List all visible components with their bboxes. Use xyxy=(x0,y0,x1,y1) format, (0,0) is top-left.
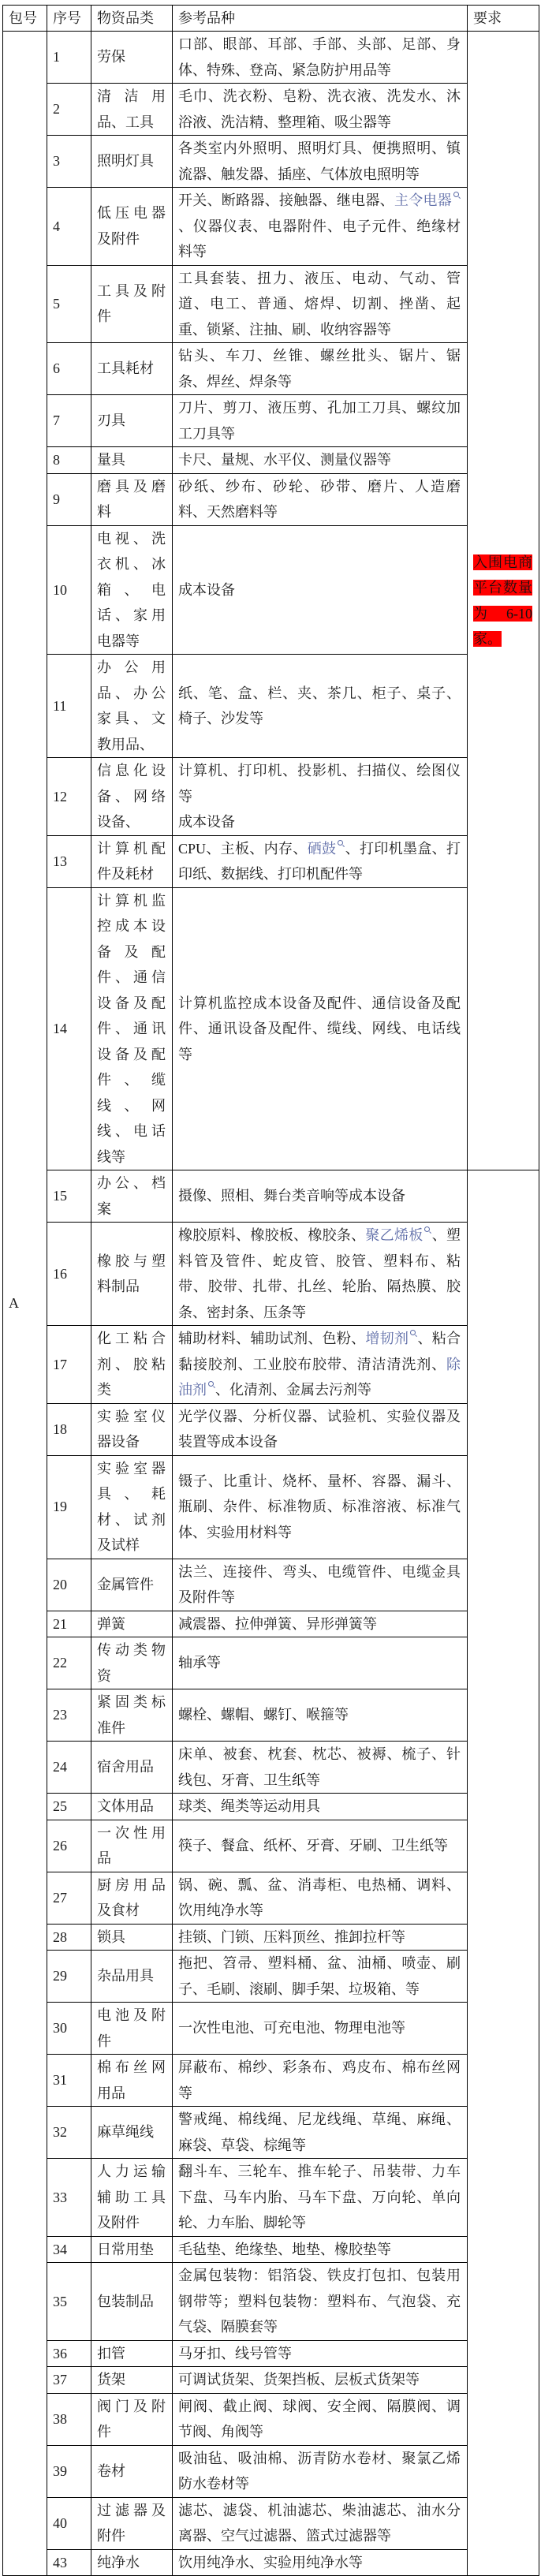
reference-items xyxy=(173,1611,468,1637)
row-number: 43 xyxy=(47,2549,91,2576)
table-row xyxy=(3,2003,539,2055)
material-category: 纯净水 xyxy=(91,2549,173,2576)
table-row xyxy=(3,758,539,836)
reference-items xyxy=(173,1689,468,1742)
reference-text: 减震器、拉伸弹簧、异形弹簧等 xyxy=(178,1615,377,1632)
table-row xyxy=(3,2055,539,2107)
row-number: 6 xyxy=(47,343,91,395)
package-cell: A xyxy=(3,32,47,2576)
material-category: 电池及附件 xyxy=(91,2003,173,2055)
reference-text: 翻斗车、三轮车、推车轮子、吊装带、力车下盘、马车内胎、马车下盘、万向轮、单向轮、力车胎、脚轮等 xyxy=(178,2163,461,2231)
material-category: 麻草绳线 xyxy=(91,2107,173,2159)
reference-text: 毛毡垫、绝缘垫、地垫、橡胶垫等 xyxy=(178,2241,391,2257)
table-row xyxy=(3,2445,539,2497)
material-category: 办公用品、办公家具、文教用品、 xyxy=(91,655,173,758)
table-row xyxy=(3,835,539,887)
reference-items xyxy=(173,265,468,343)
material-category: 信息化设备、网络设备、 xyxy=(91,758,173,836)
material-category: 劳保 xyxy=(91,32,173,84)
row-number: 24 xyxy=(47,1742,91,1794)
reference-items xyxy=(173,1951,468,2003)
reference-text: CPU、主板、内存、 xyxy=(178,840,308,857)
reference-items xyxy=(173,655,468,758)
material-category: 刃具 xyxy=(91,395,173,447)
reference-items xyxy=(173,887,468,1170)
reference-text: 警戒绳、棉线绳、尼龙线绳、草绳、麻绳、麻袋、草袋、棕绳等 xyxy=(178,2111,461,2153)
reference-items xyxy=(173,84,468,136)
reference-items xyxy=(173,188,468,266)
reference-items xyxy=(173,1170,468,1223)
search-icon[interactable] xyxy=(424,1226,430,1232)
table-row xyxy=(3,1820,539,1872)
material-category: 扣管 xyxy=(91,2340,173,2367)
reference-text: 各类室内外照明、照明灯具、便携照明、镇流器、触发器、插座、气体放电照明等 xyxy=(178,140,461,182)
reference-items xyxy=(173,2340,468,2367)
reference-items xyxy=(173,1924,468,1951)
table-row xyxy=(3,1170,539,1223)
row-number: 11 xyxy=(47,655,91,758)
table-row xyxy=(3,1403,539,1455)
table-row xyxy=(3,343,539,395)
reference-items xyxy=(173,2549,468,2576)
material-category: 锁具 xyxy=(91,1924,173,1951)
material-category: 办公、档案 xyxy=(91,1170,173,1223)
reference-text: 闸阀、截止阀、球阀、安全阀、隔膜阀、调节阀、角阀等 xyxy=(178,2398,461,2440)
material-category: 计算机配件及耗材 xyxy=(91,835,173,887)
material-category: 清洁用品、工具 xyxy=(91,84,173,136)
reference-text: 计算机监控成本设备及配件、通信设备及配件、通讯设备及配件、缆线、网线、电话线等 xyxy=(178,995,461,1062)
reference-items xyxy=(173,473,468,525)
material-category: 货架 xyxy=(91,2367,173,2394)
row-number: 25 xyxy=(47,1794,91,1820)
reference-items xyxy=(173,1820,468,1872)
table-row xyxy=(3,1637,539,1689)
reference-items xyxy=(173,758,468,836)
material-category: 一次性用品 xyxy=(91,1820,173,1872)
row-number: 16 xyxy=(47,1223,91,1326)
reference-text: 钻头、车刀、丝锥、螺丝批头、锯片、锯条、焊丝、焊条等 xyxy=(178,348,461,390)
table-row xyxy=(3,395,539,447)
requirement-highlight: 入围电商平台数量为 6-10家。 xyxy=(473,554,532,647)
row-number: 19 xyxy=(47,1455,91,1559)
row-number: 17 xyxy=(47,1326,91,1404)
table-row xyxy=(3,2263,539,2341)
reference-text: 吸油毡、吸油棉、沥青防水卷材、聚氯乙烯防水卷材等 xyxy=(178,2450,461,2492)
reference-items xyxy=(173,2003,468,2055)
reference-text: 开关、断路器、接触器、继电器、 xyxy=(178,192,394,208)
row-number: 40 xyxy=(47,2497,91,2549)
material-category: 工具耗材 xyxy=(91,343,173,395)
table-row xyxy=(3,2393,539,2445)
material-category: 实验室器具、耗材、试剂及试样 xyxy=(91,1455,173,1559)
reference-text: 刀片、剪刀、液压剪、孔加工刀具、螺纹加工刀具等 xyxy=(178,400,461,442)
row-number: 5 xyxy=(47,265,91,343)
table-row xyxy=(3,1689,539,1742)
row-number: 7 xyxy=(47,395,91,447)
table-row xyxy=(3,1326,539,1404)
reference-items xyxy=(173,525,468,655)
material-category: 厨房用品及食材 xyxy=(91,1872,173,1924)
reference-items xyxy=(173,1559,468,1611)
reference-text: 、仪器仪表、电器附件、电子元件、绝缘材料等 xyxy=(178,218,461,259)
reference-text: 一次性电池、可充电池、物理电池等 xyxy=(178,2020,405,2037)
material-category: 杂品用具 xyxy=(91,1951,173,2003)
reference-items xyxy=(173,2445,468,2497)
material-category: 化工粘合剂、胶粘类 xyxy=(91,1326,173,1404)
table-row xyxy=(3,1223,539,1326)
reference-text: 纸、笔、盒、栏、夹、茶几、柜子、桌子、椅子、沙发等 xyxy=(178,685,461,726)
reference-items xyxy=(173,2393,468,2445)
table-row xyxy=(3,887,539,1170)
row-number: 14 xyxy=(47,887,91,1170)
table-row xyxy=(3,2367,539,2394)
reference-link[interactable]: 主令电器 xyxy=(394,192,453,208)
reference-text: 口部、眼部、耳部、手部、头部、足部、身体、特殊、登高、紧急防护用品等 xyxy=(178,36,461,78)
row-number: 13 xyxy=(47,835,91,887)
reference-text: 金属包装物：铝箔袋、铁皮打包扣、包装用钢带等；塑料包装物：塑料布、气泡袋、充气袋、隔膜套等 xyxy=(178,2268,461,2335)
material-category: 阀门及附件 xyxy=(91,2393,173,2445)
reference-items xyxy=(173,1794,468,1820)
material-category: 计算机监控成本设备及配件、通信设备及配件、通讯设备及配件、缆线、网线、电话线等 xyxy=(91,887,173,1170)
row-number: 15 xyxy=(47,1170,91,1223)
reference-text: 锅、碗、瓢、盆、消毒柜、电热桶、调料、饮用纯净水等 xyxy=(178,1876,461,1918)
reference-text: 球类、绳类等运动用具 xyxy=(178,1798,320,1814)
material-category: 过滤器及附件 xyxy=(91,2497,173,2549)
material-category: 电视、洗衣机、冰箱、电话、家用电器等 xyxy=(91,525,173,655)
table-row xyxy=(3,1872,539,1924)
row-number: 27 xyxy=(47,1872,91,1924)
reference-items xyxy=(173,447,468,474)
row-number: 12 xyxy=(47,758,91,836)
table-row xyxy=(3,2340,539,2367)
table-row xyxy=(3,1794,539,1820)
table-row xyxy=(3,655,539,758)
reference-link[interactable]: 除油剂 xyxy=(178,1356,461,1398)
row-number: 35 xyxy=(47,2263,91,2341)
row-number: 33 xyxy=(47,2159,91,2237)
table-row xyxy=(3,1455,539,1559)
reference-text: 、打印机墨盒、打印纸、数据线、打印机配件等 xyxy=(178,840,461,882)
reference-link[interactable]: 硒鼓 xyxy=(307,840,337,857)
material-category: 包装制品 xyxy=(91,2263,173,2341)
reference-text: 卡尺、量规、水平仪、测量仪器等 xyxy=(178,452,391,468)
row-number: 36 xyxy=(47,2340,91,2367)
reference-text: 工具套装、扭力、液压、电动、气动、管道、电工、普通、熔焊、切割、挫凿、起重、锁紧、注抽、刷、收纳容器等 xyxy=(178,270,461,338)
reference-items xyxy=(173,835,468,887)
row-number: 2 xyxy=(47,84,91,136)
table-row xyxy=(3,2497,539,2549)
reference-text: 床单、被套、枕套、枕芯、被褥、梳子、针线包、牙膏、卫生纸等 xyxy=(178,1746,461,1788)
table-row xyxy=(3,2107,539,2159)
table-row xyxy=(3,32,539,84)
row-number: 10 xyxy=(47,525,91,655)
table-row xyxy=(3,525,539,655)
row-number: 38 xyxy=(47,2393,91,2445)
material-category: 卷材 xyxy=(91,2445,173,2497)
reference-items xyxy=(173,2055,468,2107)
reference-text: 筷子、餐盒、纸杯、牙膏、牙刷、卫生纸等 xyxy=(178,1837,448,1854)
header-seq: 序号 xyxy=(47,6,91,32)
header-reference: 参考品种 xyxy=(173,6,468,32)
reference-text: 光学仪器、分析仪器、试验机、实验仪器及装置等成本设备 xyxy=(178,1408,461,1450)
reference-text: 、塑料管及管件、蛇皮管、胶管、塑料布、粘带、胶带、扎带、扎丝、轮胎、隔热膜、胶条、密封条、压条等 xyxy=(178,1227,461,1320)
reference-items xyxy=(173,2263,468,2341)
header-package: 包号 xyxy=(3,6,47,32)
row-number: 31 xyxy=(47,2055,91,2107)
table-row xyxy=(3,1559,539,1611)
header-category: 物资品类 xyxy=(91,6,173,32)
row-number: 4 xyxy=(47,188,91,266)
reference-text: 、化清剂、金属去污剂等 xyxy=(215,1382,371,1398)
material-category: 人力运输辅助工具及附件 xyxy=(91,2159,173,2237)
row-number: 21 xyxy=(47,1611,91,1637)
table-row xyxy=(3,1611,539,1637)
reference-text: 毛巾、洗衣粉、皂粉、洗衣液、洗发水、沐浴液、洗洁精、整理箱、吸尘器等 xyxy=(178,88,461,130)
row-number: 20 xyxy=(47,1559,91,1611)
table-row xyxy=(3,84,539,136)
table-header-row xyxy=(3,6,539,32)
reference-text: 螺栓、螺帽、螺钉、喉箍等 xyxy=(178,1707,349,1723)
reference-text: 辅助材料、辅助试剂、色粉、 xyxy=(178,1331,366,1346)
row-number: 29 xyxy=(47,1951,91,2003)
row-number: 18 xyxy=(47,1403,91,1455)
material-category: 实验室仪器设备 xyxy=(91,1403,173,1455)
reference-items xyxy=(173,2497,468,2549)
row-number: 32 xyxy=(47,2107,91,2159)
reference-text: 摄像、照相、舞台类音响等成本设备 xyxy=(178,1188,405,1204)
reference-link[interactable]: 聚乙烯板 xyxy=(365,1227,423,1243)
row-number: 39 xyxy=(47,2445,91,2497)
material-category: 量具 xyxy=(91,447,173,474)
reference-items xyxy=(173,1742,468,1794)
reference-text: 拖把、笤帚、塑料桶、盆、油桶、喷壶、刷子、毛刷、滚刷、脚手架、垃圾箱、等 xyxy=(178,1955,461,1997)
row-number: 1 xyxy=(47,32,91,84)
procurement-catalog-sheet xyxy=(2,5,539,2576)
reference-items xyxy=(173,2236,468,2263)
material-category: 宿舍用品 xyxy=(91,1742,173,1794)
reference-text: 砂纸、纱布、砂轮、砂带、磨片、人造磨料、天然磨料等 xyxy=(178,478,461,520)
reference-text: 镊子、比重计、烧杯、量杯、容器、漏斗、瓶刷、杂件、标准物质、标准溶液、标准气体、实验用材料等 xyxy=(178,1473,461,1540)
reference-items xyxy=(173,1455,468,1559)
reference-items xyxy=(173,1872,468,1924)
reference-text: 、粘合黏接胶剂、工业胶布胶带、清洁清洗剂、 xyxy=(178,1331,461,1372)
reference-text: 马牙扣、线号管等 xyxy=(178,2345,292,2361)
material-category: 金属管件 xyxy=(91,1559,173,1611)
material-category: 照明灯具 xyxy=(91,136,173,188)
search-icon[interactable] xyxy=(453,192,459,197)
reference-text: 计算机、打印机、投影机、扫描仪、绘图仪等 成本设备 xyxy=(178,763,461,830)
row-number: 22 xyxy=(47,1637,91,1689)
material-category: 文体用品 xyxy=(91,1794,173,1820)
table-row xyxy=(3,1924,539,1951)
row-number: 26 xyxy=(47,1820,91,1872)
row-number: 3 xyxy=(47,136,91,188)
material-category: 日常用垫 xyxy=(91,2236,173,2263)
reference-text: 可调试货架、货架挡板、层板式货架等 xyxy=(178,2372,420,2387)
reference-items xyxy=(173,1326,468,1404)
row-number: 23 xyxy=(47,1689,91,1742)
reference-text: 轴承等 xyxy=(178,1655,221,1671)
material-category: 磨具及磨料 xyxy=(91,473,173,525)
materials-table xyxy=(2,5,539,2576)
material-category: 弹簧 xyxy=(91,1611,173,1637)
reference-items xyxy=(173,2367,468,2394)
table-row xyxy=(3,265,539,343)
material-category: 传动类物资 xyxy=(91,1637,173,1689)
material-category: 低压电器及附件 xyxy=(91,188,173,266)
requirement-cell-empty xyxy=(468,1170,539,2576)
reference-items xyxy=(173,2159,468,2237)
reference-text: 法兰、连接件、弯头、电缆管件、电缆金具及附件等 xyxy=(178,1563,461,1605)
row-number: 34 xyxy=(47,2236,91,2263)
search-icon[interactable] xyxy=(208,1381,214,1387)
row-number: 28 xyxy=(47,1924,91,1951)
reference-items xyxy=(173,2107,468,2159)
requirement-cell xyxy=(468,32,539,1170)
table-body xyxy=(3,32,539,2576)
reference-items xyxy=(173,1223,468,1326)
material-category: 工具及附件 xyxy=(91,265,173,343)
table-row xyxy=(3,136,539,188)
table-row xyxy=(3,447,539,474)
reference-items xyxy=(173,395,468,447)
row-number: 37 xyxy=(47,2367,91,2394)
reference-text: 滤芯、滤袋、机油滤芯、柴油滤芯、油水分离器、空气过滤器、篮式过滤器等 xyxy=(178,2502,461,2544)
table-row xyxy=(3,2236,539,2263)
material-category: 橡胶与塑料制品 xyxy=(91,1223,173,1326)
reference-items xyxy=(173,1637,468,1689)
row-number: 30 xyxy=(47,2003,91,2055)
reference-items xyxy=(173,1403,468,1455)
reference-text: 成本设备 xyxy=(178,581,235,598)
table-row xyxy=(3,473,539,525)
reference-link[interactable]: 增韧剂 xyxy=(365,1331,409,1346)
header-requirement: 要求 xyxy=(468,6,539,32)
search-icon[interactable] xyxy=(338,840,343,846)
material-category: 棉布丝网用品 xyxy=(91,2055,173,2107)
table-row xyxy=(3,188,539,266)
table-row xyxy=(3,2159,539,2237)
reference-text: 挂锁、门锁、压料顶丝、推卸拉杆等 xyxy=(178,1928,405,1945)
reference-items xyxy=(173,32,468,84)
table-row xyxy=(3,2549,539,2576)
reference-items xyxy=(173,136,468,188)
search-icon[interactable] xyxy=(410,1330,416,1335)
reference-text: 饮用纯净水、实验用纯净水等 xyxy=(178,2554,363,2570)
row-number: 8 xyxy=(47,447,91,474)
reference-items xyxy=(173,343,468,395)
material-category: 紧固类标准件 xyxy=(91,1689,173,1742)
reference-text: 橡胶原料、橡胶板、橡胶条、 xyxy=(178,1227,366,1243)
table-row xyxy=(3,1951,539,2003)
table-row xyxy=(3,1742,539,1794)
reference-text: 屏蔽布、棉纱、彩条布、鸡皮布、棉布丝网等 xyxy=(178,2059,461,2101)
row-number: 9 xyxy=(47,473,91,525)
